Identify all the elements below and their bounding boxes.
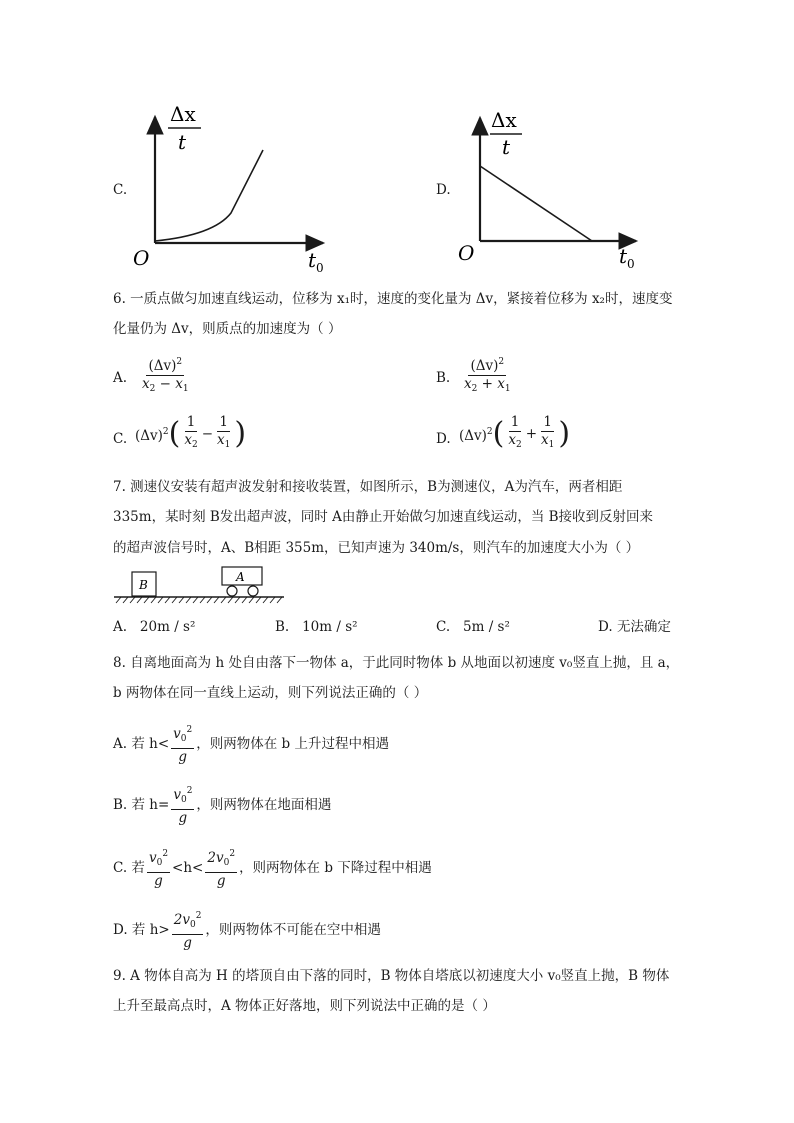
q7-diagram: [112, 562, 292, 604]
graph-c-y-den: t: [178, 130, 187, 154]
q8-option-c: C. 若 $\frac{v_0^2}{g}$ <h< $\frac{2v_0^2}{g}$ ，则两物体在 b 下降过程中相遇: [113, 846, 432, 890]
graph-d-x-sub: 0: [627, 257, 635, 271]
q8-option-b: B. 若 h= $\frac{v_0^2}{g}$ ，则两物体在地面相遇: [113, 783, 331, 827]
q6-option-b-formula: $\frac{(\Delta v)^2}{x_2 + x_1}$: [460, 354, 515, 398]
graph-c-x-label: t: [308, 248, 317, 272]
q7-option-d: D. 无法确定: [598, 619, 671, 635]
q6-line2: 化量仍为 Δv，则质点的加速度为（ ）: [113, 321, 342, 337]
q6-option-d-formula: $(\Delta v)^2$( $\frac{1}{x_2}$ + $\frac{1}{x_1}$ ): [459, 414, 571, 451]
q6-option-c-label: C.: [113, 431, 128, 447]
q6-option-b-label: B.: [436, 370, 451, 386]
label-b: B: [139, 578, 148, 592]
graph-c-origin: O: [133, 246, 150, 270]
q7-option-c: C. 5m / s²: [436, 619, 510, 635]
q6-option-c-formula: $(\Delta v)^2$( $\frac{1}{x_2}$ − $\frac{1}{x_1}$ ): [135, 414, 247, 451]
q9-line1: 9. A 物体自高为 H 的塔顶自由下落的同时，B 物体自塔底以初速度大小 v₀竖直上抛，B 物体: [113, 968, 670, 984]
graph-d-label: D.: [436, 182, 451, 198]
graph-d-y-num: Δx: [491, 108, 517, 132]
q6-option-a-label: A.: [113, 370, 128, 386]
q7-line3: 的超声波信号时，A、B相距 355m，已知声速为 340m/s，则汽车的加速度大小为（ ）: [113, 540, 640, 556]
q6-line1: 6. 一质点做匀加速直线运动，位移为 x₁时，速度的变化量为 Δv，紧接着位移为 x₂时，速度变: [113, 291, 673, 307]
q7-option-b: B. 10m / s²: [275, 619, 358, 635]
q7-line1: 7. 测速仪安装有超声波发射和接收装置，如图所示，B为测速仪，A为汽车，两者相距: [113, 479, 623, 495]
q8-option-d: D. 若 h> $\frac{2v_0^2}{g}$ ，则两物体不可能在空中相遇: [113, 908, 381, 952]
q8-line1: 8. 自离地面高为 h 处自由落下一物体 a，于此同时物体 b 从地面以初速度 v₀竖直上抛，且 a，: [113, 655, 680, 671]
label-a: A: [236, 570, 245, 584]
graph-c-y-num: Δx: [170, 102, 196, 126]
graph-d-line: [480, 166, 592, 241]
q9-line2: 上升至最高点时，A 物体正好落地，则下列说法中正确的是（ ）: [113, 998, 496, 1014]
graph-d-origin: O: [458, 241, 475, 265]
graph-d-x-label: t: [619, 244, 628, 268]
car-wheel-left: [227, 586, 237, 596]
q8-option-a: A. 若 h< $\frac{v_0^2}{g}$ ，则两物体在 b 上升过程中相遇: [113, 722, 389, 766]
graph-d-y-den: t: [502, 135, 511, 159]
q6-option-d-label: D.: [436, 431, 451, 447]
q6-option-a-formula: $\frac{(\Delta v)^2}{x_2 - x_1}$: [138, 354, 193, 398]
ground-hatching: [116, 597, 282, 603]
q8-line2: b 两物体在同一直线上运动，则下列说法正确的（ ）: [113, 685, 428, 701]
graph-c-x-sub: 0: [316, 261, 324, 275]
graph-c-label: C.: [113, 182, 128, 198]
car-wheel-right: [248, 586, 258, 596]
graph-d: [450, 100, 660, 280]
graph-c: [125, 95, 345, 280]
graph-c-curve: [155, 150, 263, 241]
q7-line2: 335m，某时刻 B发出超声波，同时 A由静止开始做匀加速直线运动，当 B接收到反射回来: [113, 509, 654, 525]
q7-option-a: A. 20m / s²: [113, 619, 196, 635]
